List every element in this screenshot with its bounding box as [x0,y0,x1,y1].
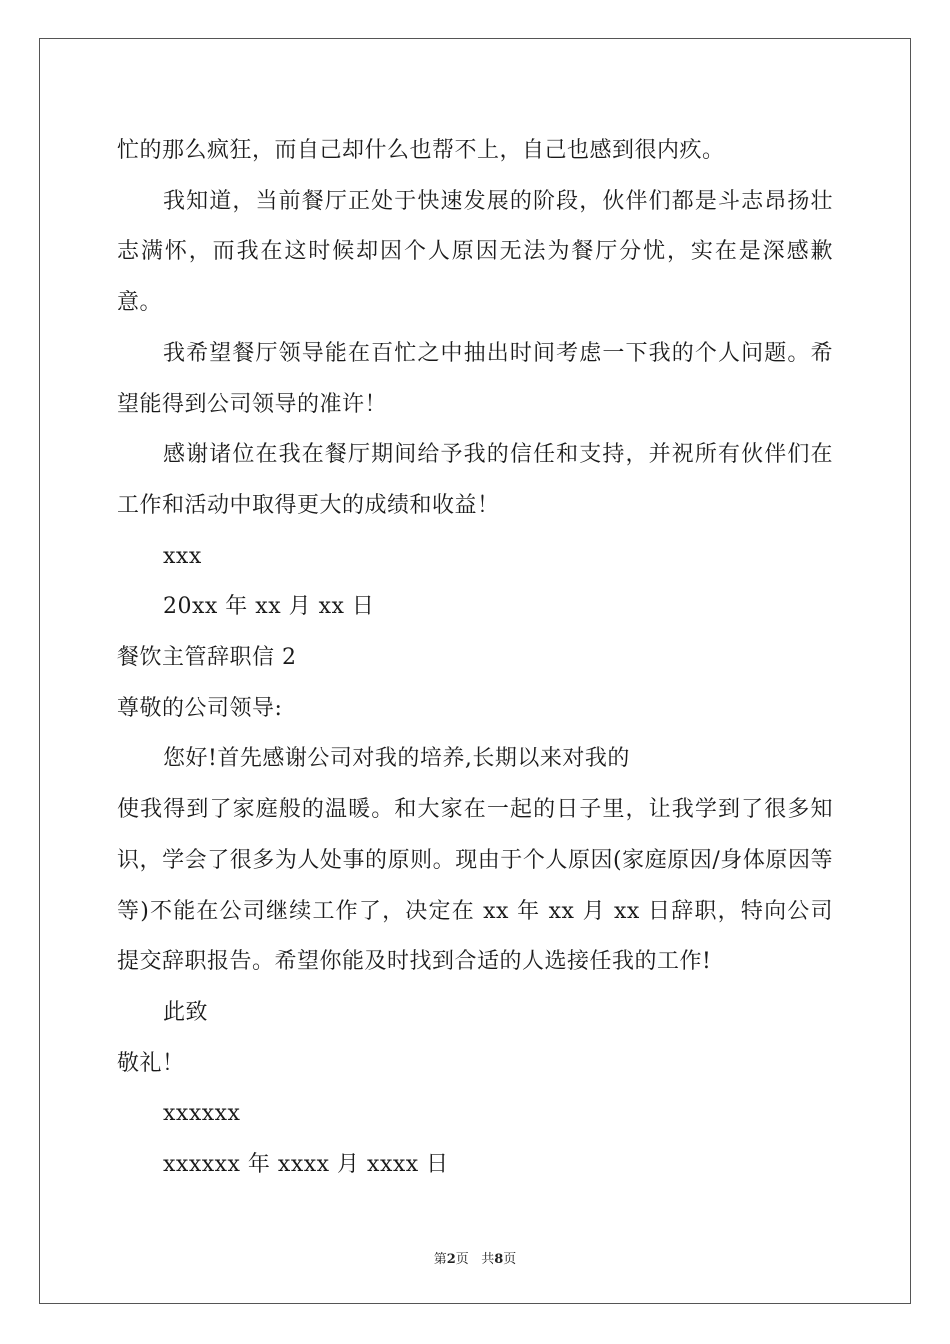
footer-total-suffix: 页 [503,1252,517,1267]
salutation: 尊敬的公司领导: [117,695,283,721]
section-heading: 餐饮主管辞职信 2 [117,645,297,671]
paragraph-3: 我希望餐厅领导能在百忙之中抽出时间考虑一下我的个人问题。希望能得到公司领导的准许！ [117,340,833,417]
signature-name-2: xxxxxx [163,1101,241,1127]
closing-phrase: 此致 [163,999,209,1025]
paragraph-main: 使我得到了家庭般的温暖。和大家在一起的日子里，让我学到了很多知识，学会了很多为人处事的原则。现由于个人原因(家庭原因/身体原因等等)不能在公司继续工作了，决定在 xx 年 xx 月 xx 日辞职，特向公司提交辞职报告。希望你能及时找到合适的人选接任我的工作! [117,797,833,975]
footer-current-page: 2 [446,1252,456,1267]
footer-total-prefix: 共 [481,1252,495,1267]
paragraph-4: 感谢诸位在我在餐厅期间给予我的信任和支持，并祝所有伙伴们在工作和活动中取得更大的成绩和收益！ [117,442,833,518]
signature-date-2: xxxxxx 年 xxxx 月 xxxx 日 [163,1152,449,1178]
paragraph-1: 忙的那么疯狂，而自己却什么也帮不上，自己也感到很内疚。 [117,138,725,163]
closing-salute: 敬礼！ [117,1050,185,1076]
page-footer [0,1248,950,1267]
letter-body [117,126,833,1191]
signature-name: xxx [163,543,202,569]
footer-total-pages: 8 [494,1252,504,1267]
paragraph-2: 我知道，当前餐厅正处于快速发展的阶段，伙伴们都是斗志昂扬壮志满怀，而我在这时候却因个人原因无法为餐厅分忧，实在是深感歉意。 [117,188,833,316]
footer-page-label: 页 [455,1252,469,1267]
footer-prefix: 第 [433,1252,447,1267]
signature-date: 20xx 年 xx 月 xx 日 [163,594,375,620]
paragraph-greeting: 您好!首先感谢公司对我的培养,长期以来对我的 [163,746,630,772]
